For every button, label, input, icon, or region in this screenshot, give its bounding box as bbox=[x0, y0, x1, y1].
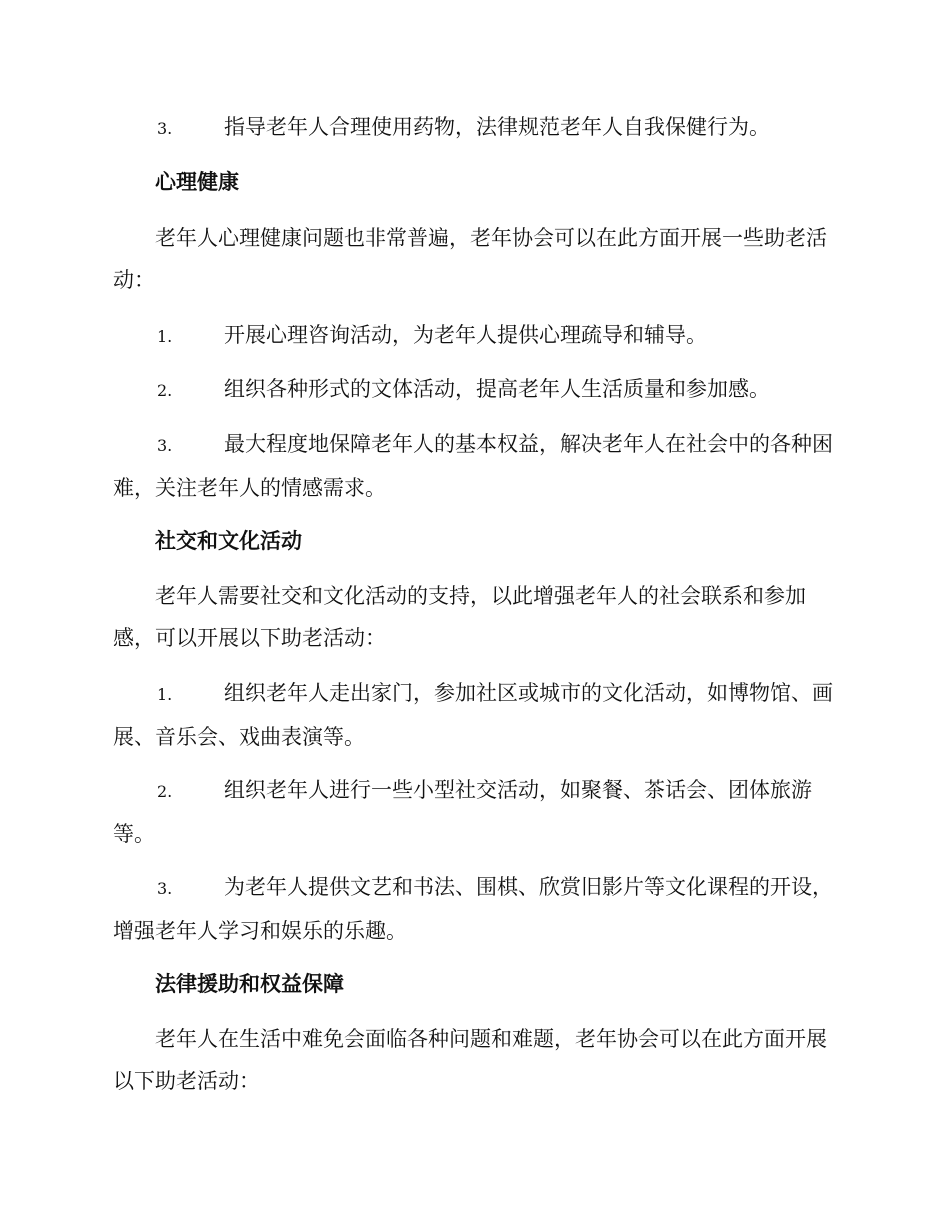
list-item bbox=[113, 769, 833, 855]
body-paragraph: 老年人心理健康问题也非常普遍，老年协会可以在此方面开展一些助老活动： bbox=[113, 226, 827, 292]
list-item bbox=[113, 423, 833, 509]
list-item-text: 最大程度地保障老年人的基本权益，解决老年人在社会中的各种困难，关注老年人的情感需求。 bbox=[113, 432, 833, 500]
list-number: 1. bbox=[157, 327, 173, 346]
list-item-text: 组织各种形式的文体活动，提高老年人生活质量和参加感。 bbox=[224, 377, 770, 401]
list-number: 3. bbox=[157, 879, 173, 898]
section-heading: 法律援助和权益保障 bbox=[155, 971, 344, 996]
body-paragraph: 老年人需要社交和文化活动的支持，以此增强老年人的社会联系和参加感，可以开展以下助老活动： bbox=[113, 584, 806, 650]
list-item-text: 组织老年人进行一些小型社交活动，如聚餐、茶话会、团体旅游等。 bbox=[113, 778, 812, 846]
list-item-text: 开展心理咨询活动，为老年人提供心理疏导和辅导。 bbox=[224, 323, 707, 347]
list-item-text: 为老年人提供文艺和书法、围棋、欣赏旧影片等文化课程的开设，增强老年人学习和娱乐的乐趣。 bbox=[113, 875, 833, 943]
list-number: 1. bbox=[157, 685, 173, 704]
list-item bbox=[113, 368, 833, 412]
list-number: 2. bbox=[157, 381, 173, 400]
section-heading: 社交和文化活动 bbox=[155, 528, 302, 553]
list-item bbox=[113, 314, 833, 358]
list-item bbox=[113, 866, 833, 952]
list-number: 3. bbox=[157, 436, 173, 455]
list-item bbox=[113, 106, 833, 150]
list-item-text: 组织老年人走出家门，参加社区或城市的文化活动，如博物馆、画展、音乐会、戏曲表演等。 bbox=[113, 681, 833, 749]
list-item-text: 指导老年人合理使用药物，法律规范老年人自我保健行为。 bbox=[224, 115, 770, 139]
section-heading: 心理健康 bbox=[155, 169, 239, 194]
body-paragraph: 老年人在生活中难免会面临各种问题和难题，老年协会可以在此方面开展以下助老活动： bbox=[113, 1027, 827, 1093]
list-number: 3. bbox=[157, 119, 173, 138]
list-item bbox=[113, 672, 833, 758]
list-number: 2. bbox=[157, 782, 173, 801]
